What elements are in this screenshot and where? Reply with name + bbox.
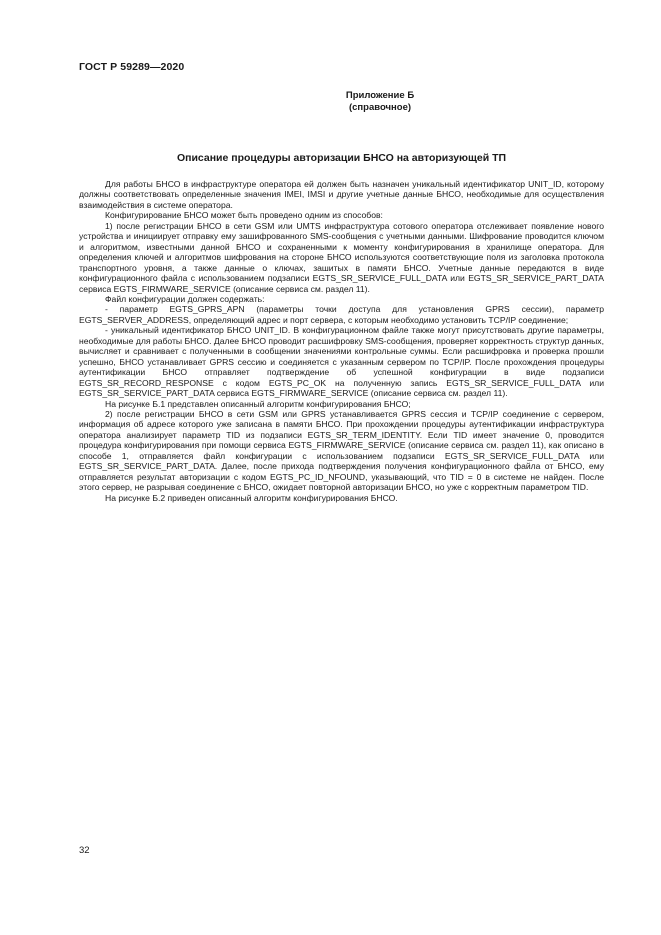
appendix-title: Приложение Б	[345, 90, 415, 101]
standard-header: ГОСТ Р 59289—2020	[79, 61, 185, 73]
page-number: 32	[79, 845, 90, 856]
paragraph: На рисунке Б.1 представлен описанный алгоритм конфигурирования БНСО;	[105, 398, 411, 409]
paragraph: 1) после регистрации БНСО в сети GSM или UMTS инфраструктура сотового оператора отслеживает появление нового устройства и инициирует отправку ему зашифрованного SMS-сообщения с учетными данными. Шифрование проводится ключом и алгоритмом, известными данной БНСО и сохраненными к моменту конфигурирования в хранилище оператора. Для определения ключей и алгоритмов шифрования на стороне БНСО используются соответствующие поля из заголовка протокола транспортного уровня, а также данные о ключах, зашитых в памяти БНСО. Учетные данные передаются в виде конфигурационного файла с использованием подзаписи EGTS_SR_SERVICE_FULL_DATA или EGTS_SR_SERVICE_PART_DATA сервиса EGTS_FIRMWARE_SERVICE (описание сервиса см. раздел 11).	[79, 220, 604, 294]
paragraph: Файл конфигурации должен содержать:	[105, 293, 265, 304]
paragraph: - параметр EGTS_GPRS_APN (параметры точки доступа для установления GPRS сессии), параметр EGTS_SERVER_ADDRESS, определяющий адрес и порт сервера, с которым необходимо установить TCP/IP соединение;	[79, 304, 604, 325]
appendix-note: (справочное)	[348, 102, 412, 113]
paragraph: Конфигурирование БНСО может быть проведено одним из способов:	[105, 210, 383, 221]
paragraph: - уникальный идентификатор БНСО UNIT_ID. В конфигурационном файле также могут присутствовать другие параметры, необходимые для работы БНСО. Далее БНСО проводит расшифровку SMS-сообщения, проверяет корректность структур данных, вычисляет и сравнивает с полученными в сообщении значениями контрольные суммы. Если расшифровка и проверка прошли успешно, БНСО устанавливает GPRS сессию и соединяется с указанным сервером по TCP/IP. После прохождения процедуры аутентификации БНСО отправляет подтверждение об успешной конфигурации в виде подзаписи EGTS_SR_RECORD_RESPONSE с кодом EGTS_PC_OK на полученную запись EGTS_SR_SERVICE_FULL_DATA или EGTS_SR_SERVICE_PART_DATA сервиса EGTS_FIRMWARE_SERVICE (описание сервиса см. раздел 11).	[79, 325, 604, 399]
appendix-heading	[250, 90, 510, 114]
paragraph: 2) после регистрации БНСО в сети GSM или GPRS устанавливается GPRS сессия и TCP/IP соединение с сервером, информация об адресе которого уже записана в памяти БНСО. При прохождении процедуры аутентификации инфраструктура оператора анализирует параметр TID из подзаписи EGTS_SR_TERM_IDENTITY. Если TID имеет значение 0, проводится процедура конфигурирования при помощи сервиса EGTS_FIRMWARE_SERVICE (описание сервиса см. раздел 11), как описано в способе 1, отправляется файл конфигурации с использованием подзаписи EGTS_SR_SERVICE_FULL_DATA или EGTS_SR_SERVICE_PART_DATA. Далее, после прихода подтверждения получения конфигурационного файла от БНСО, ему отправляется результат авторизации с кодом EGTS_PC_ID_NFOUND, указывающий, что TID = 0 в системе не найден. После этого сервер, не разрывая соединение с БНСО, ожидает повторной авторизации БНСО, но уже с корректным параметром TID.	[79, 408, 604, 493]
paragraph: На рисунке Б.2 приведен описанный алгоритм конфигурирования БНСО.	[105, 492, 398, 503]
body-text	[79, 179, 604, 503]
paragraph: Для работы БНСО в инфраструктуре оператора ей должен быть назначен уникальный идентификатор UNIT_ID, которому должны соответствовать определенные значения IMEI, IMSI и другие учетные данные БНСО, необходимые для осуществления взаимодействия в системе оператора.	[79, 179, 604, 210]
section-title: Описание процедуры авторизации БНСО на авторизующей ТП	[176, 152, 507, 164]
